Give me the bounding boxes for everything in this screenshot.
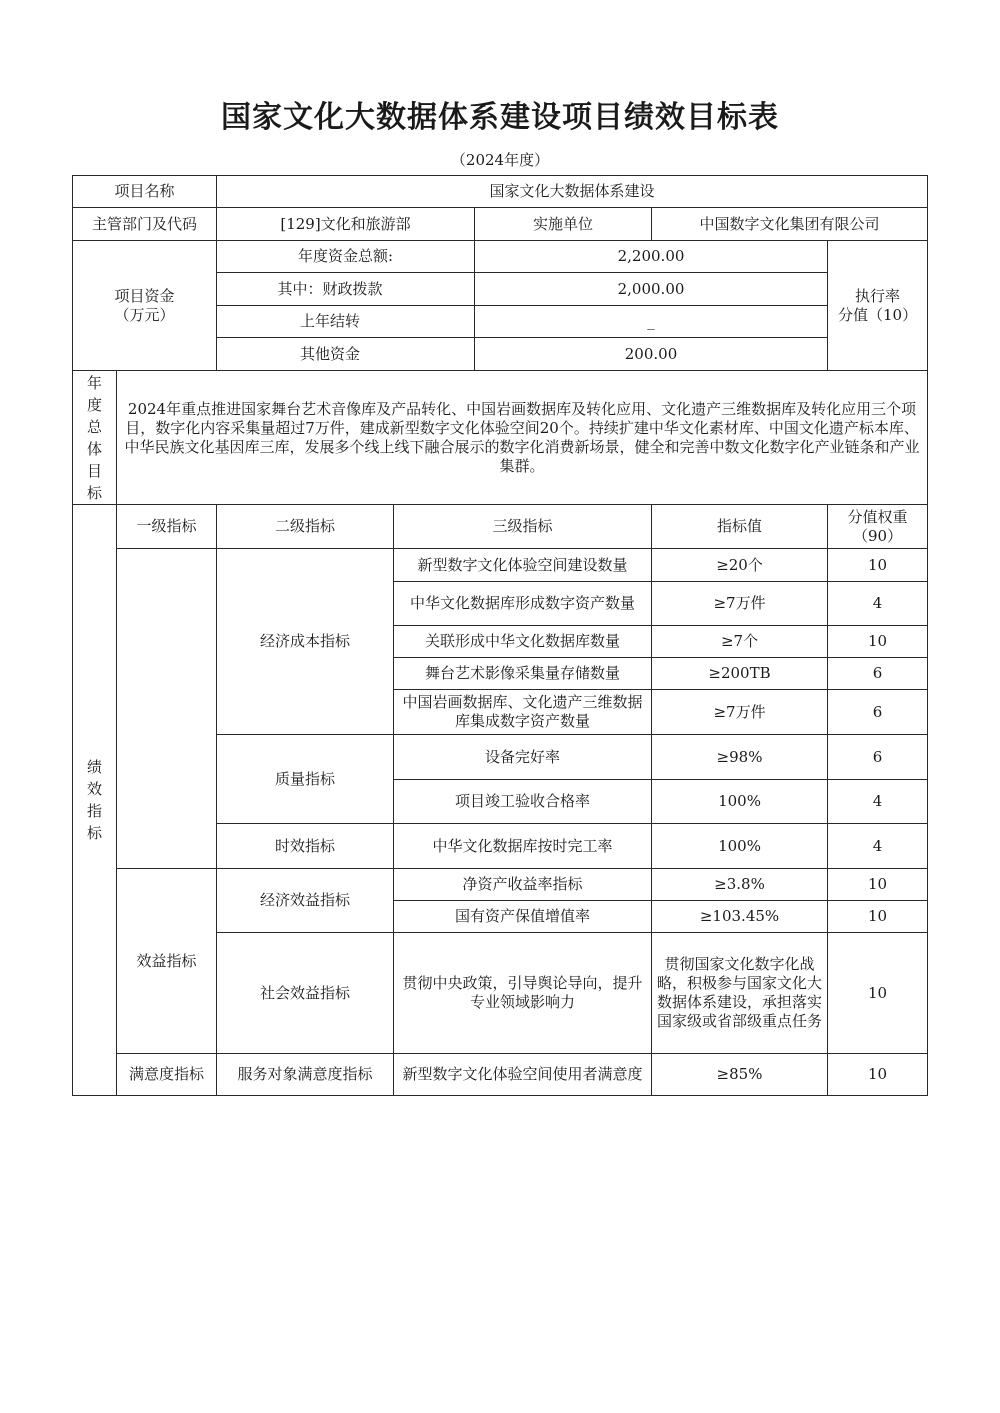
funds-carryover-label: 上年结转 (217, 306, 475, 338)
weight-cell: 10 (828, 549, 928, 582)
value-cell: ≥20个 (652, 549, 828, 582)
value-cell: 100% (652, 780, 828, 824)
level1-cost-cell (117, 549, 217, 869)
funds-fiscal-label: 其中：财政拨款 (217, 273, 475, 306)
level2-social: 社会效益指标 (217, 933, 394, 1054)
level3-cell: 设备完好率 (394, 735, 652, 780)
value-cell: ≥7万件 (652, 582, 828, 626)
value-cell: 100% (652, 824, 828, 869)
funds-label-line2: （万元） (114, 305, 175, 324)
annual-goal-row (73, 371, 928, 505)
funds-other-label: 其他资金 (217, 338, 475, 371)
dept-row (73, 208, 928, 241)
value-cell: ≥200TB (652, 658, 828, 690)
header-weight-line2: （90） (852, 526, 903, 545)
funds-total-value: 2,200.00 (475, 241, 828, 273)
annual-goal-label (73, 371, 117, 505)
perf-indicator-label-text: 绩效指标 (86, 758, 102, 842)
funds-other-value: 200.00 (475, 338, 828, 371)
value-cell: ≥7万件 (652, 690, 828, 735)
level3-cell: 舞台艺术影像采集量存储数量 (394, 658, 652, 690)
level3-cell: 国有资产保值增值率 (394, 901, 652, 933)
funds-carryover-value: _ (475, 306, 828, 338)
level3-cell: 新型数字文化体验空间使用者满意度 (394, 1054, 652, 1096)
level3-cell: 项目竣工验收合格率 (394, 780, 652, 824)
table-row (73, 869, 928, 901)
execution-rate-cell (828, 241, 928, 371)
value-cell: ≥85% (652, 1054, 828, 1096)
funds-row (73, 241, 928, 273)
table-row (73, 1054, 928, 1096)
level3-cell: 关联形成中华文化数据库数量 (394, 626, 652, 658)
value-cell: ≥7个 (652, 626, 828, 658)
level2-econ-cost: 经济成本指标 (217, 549, 394, 735)
funds-fiscal-value: 2,000.00 (475, 273, 828, 306)
annual-goal-label-text: 年度总体目标 (86, 373, 102, 502)
impl-unit-value: 中国数字文化集团有限公司 (652, 208, 928, 241)
page-title: 国家文化大数据体系建设项目绩效目标表 (221, 100, 779, 135)
funds-total-label: 年度资金总额: (217, 241, 475, 273)
level1-satisfaction: 满意度指标 (117, 1054, 217, 1096)
weight-cell: 4 (828, 582, 928, 626)
level3-cell: 新型数字文化体验空间建设数量 (394, 549, 652, 582)
level3-cell: 贯彻中央政策，引导舆论导向，提升专业领域影响力 (394, 933, 652, 1054)
level3-cell: 中华文化数据库形成数字资产数量 (394, 582, 652, 626)
header-weight-line1: 分值权重 (847, 507, 908, 526)
year-subtitle: （2024年度） (450, 151, 550, 169)
level2-econ-benefit: 经济效益指标 (217, 869, 394, 933)
weight-cell: 10 (828, 1054, 928, 1096)
value-cell: ≥103.45% (652, 901, 828, 933)
level3-cell: 中国岩画数据库、文化遗产三维数据库集成数字资产数量 (394, 690, 652, 735)
performance-table (72, 175, 928, 1096)
table-row (73, 549, 928, 582)
value-cell: ≥3.8% (652, 869, 828, 901)
value-cell: 贯彻国家文化数字化战略，积极参与国家文化大数据体系建设，承担落实国家级或省部级重点任务 (652, 933, 828, 1054)
funds-label-line1: 项目资金 (114, 286, 175, 305)
header-level1: 一级指标 (117, 505, 217, 549)
funds-label (73, 241, 217, 371)
perf-header-row (73, 505, 928, 549)
header-level2: 二级指标 (217, 505, 394, 549)
project-name-row (73, 176, 928, 208)
dept-value: [129]文化和旅游部 (217, 208, 475, 241)
weight-cell: 4 (828, 824, 928, 869)
weight-cell: 6 (828, 735, 928, 780)
header-weight (828, 505, 928, 549)
perf-indicator-label (73, 505, 117, 1096)
weight-cell: 10 (828, 901, 928, 933)
header-level3: 三级指标 (394, 505, 652, 549)
level2-time: 时效指标 (217, 824, 394, 869)
weight-cell: 6 (828, 690, 928, 735)
execution-rate-label: 执行率 (855, 286, 901, 305)
weight-cell: 10 (828, 933, 928, 1054)
weight-cell: 10 (828, 626, 928, 658)
impl-unit-label: 实施单位 (475, 208, 652, 241)
project-name-label: 项目名称 (73, 176, 217, 208)
execution-rate-score: 分值（10） (837, 305, 918, 324)
weight-cell: 10 (828, 869, 928, 901)
dept-label: 主管部门及代码 (73, 208, 217, 241)
header-value: 指标值 (652, 505, 828, 549)
weight-cell: 4 (828, 780, 928, 824)
value-cell: ≥98% (652, 735, 828, 780)
project-name-value: 国家文化大数据体系建设 (217, 176, 928, 208)
level3-cell: 净资产收益率指标 (394, 869, 652, 901)
annual-goal-text: 2024年重点推进国家舞台艺术音像库及产品转化、中国岩画数据库及转化应用、文化遗产三维数据库及转化应用三个项目，数字化内容采集量超过7万件，建成新型数字文化体验空间20个。持续扩建中华文化素材库、中国文化遗产标本库、中华民族文化基因库三库，发展多个线上线下融合展示的数字化消费新场景，健全和完善中数文化数字化产业链条和产业集群。 (117, 371, 928, 505)
level3-cell: 中华文化数据库按时完工率 (394, 824, 652, 869)
level2-service: 服务对象满意度指标 (217, 1054, 394, 1096)
level1-benefit: 效益指标 (117, 869, 217, 1054)
weight-cell: 6 (828, 658, 928, 690)
level2-quality: 质量指标 (217, 735, 394, 824)
